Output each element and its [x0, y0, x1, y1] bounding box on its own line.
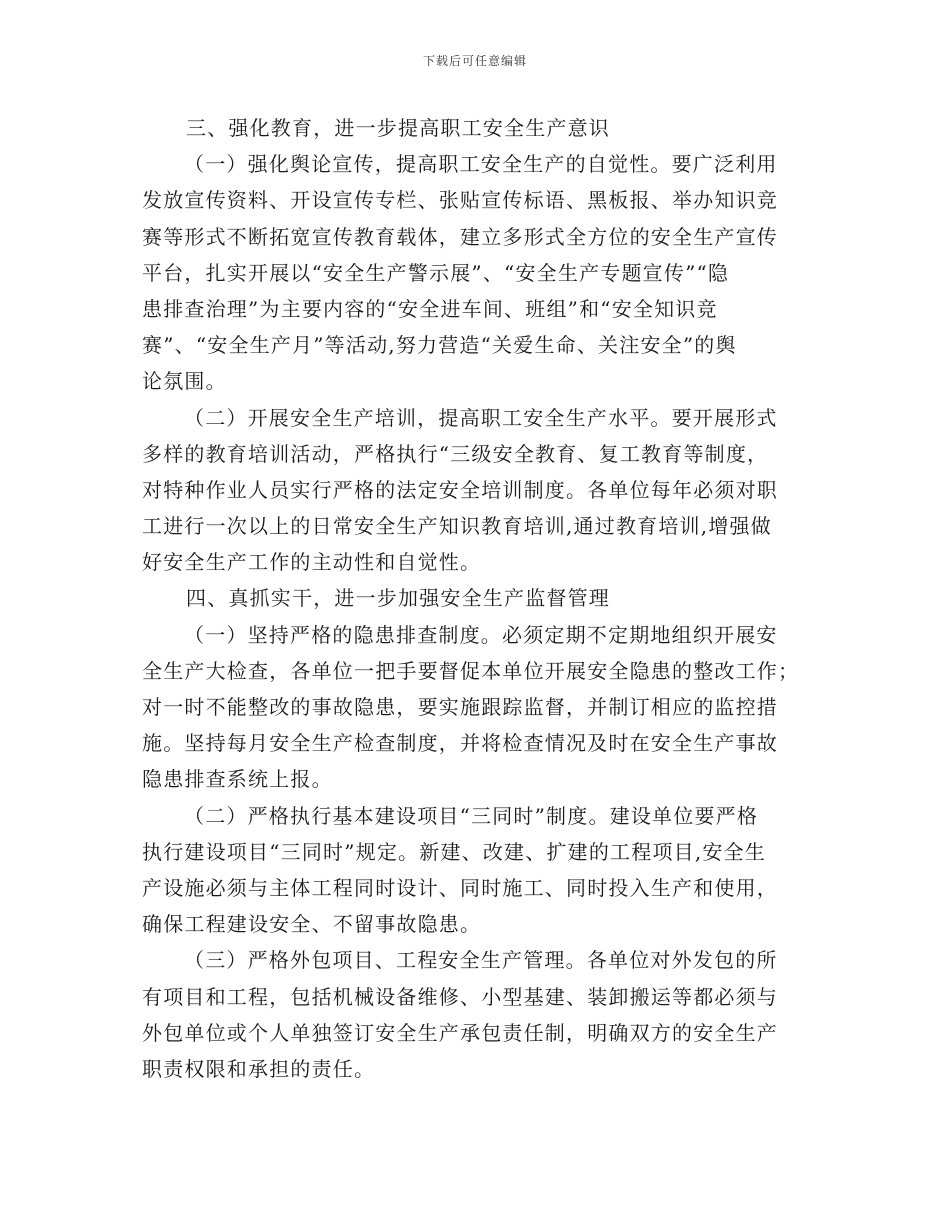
- text-line: 论氛围。: [142, 369, 227, 394]
- text-line: 职责权限和承担的责任。: [142, 1056, 376, 1081]
- text-line: 赛”、“安全生产月”等活动,努力营造“关爱生命、关注安全”的舆: [142, 333, 737, 358]
- text-line: 患排查治理”为主要内容的“安全进车间、班组”和“安全知识竞: [142, 296, 718, 321]
- text-line: 有项目和工程，包括机械设备维修、小型基建、装卸搬运等都必须与: [142, 984, 778, 1009]
- text-line: 产设施必须与主体工程同时设计、同时施工、同时投入生产和使用，: [142, 875, 778, 900]
- text-line: （一）强化舆论宣传，提高职工安全生产的自觉性。要广泛利用: [184, 152, 778, 177]
- text-line: 确保工程建设安全、不留事故隐患。: [142, 912, 482, 937]
- text-line: 对特种作业人员实行严格的法定安全培训制度。各单位每年必须对职: [142, 477, 778, 502]
- text-line: 执行建设项目“三同时”规定。新建、改建、扩建的工程项目,安全生: [142, 839, 767, 864]
- text-line: 隐患排查系统上报。: [142, 767, 333, 792]
- text-line: 好安全生产工作的主动性和自觉性。: [142, 550, 482, 575]
- page-header: 下载后可任意编辑: [422, 54, 527, 68]
- section-heading: 三、强化教育，进一步提高职工安全生产意识: [186, 116, 610, 140]
- text-line: 外包单位或个人单独签订安全生产承包责任制，明确双方的安全生产: [142, 1020, 778, 1045]
- text-line: （二）严格执行基本建设项目“三同时”制度。建设单位要严格: [184, 803, 759, 828]
- text-line: （二）开展安全生产培训，提高职工安全生产水平。要开展形式: [184, 405, 778, 430]
- text-line: 施。坚持每月安全生产检查制度，并将检查情况及时在安全生产事故: [142, 731, 778, 756]
- text-line: 多样的教育培训活动，严格执行“三级安全教育、复工教育等制度，: [142, 441, 769, 466]
- text-line: 赛等形式不断拓宽宣传教育载体，建立多形式全方位的安全生产宣传: [142, 224, 778, 249]
- text-line: 发放宣传资料、开设宣传专栏、张贴宣传标语、黑板报、举办知识竞: [142, 188, 778, 213]
- text-line: 全生产大检查，各单位一把手要督促本单位开展安全隐患的整改工作；: [142, 658, 800, 683]
- document-body: [142, 110, 808, 1087]
- text-line: （一）坚持严格的隐患排查制度。必须定期不定期地组织开展安: [184, 622, 778, 647]
- text-line: 工进行一次以上的日常安全生产知识教育培训,通过教育培训,增强做: [142, 514, 772, 539]
- text-line: 对一时不能整改的事故隐患，要实施跟踪监督，并制订相应的监控措: [142, 695, 778, 719]
- text-line: 平台，扎实开展以“安全生产警示展”、“安全生产专题宣传”“隐: [142, 260, 730, 285]
- text-line: （三）严格外包项目、工程安全生产管理。各单位对外发包的所: [184, 948, 778, 973]
- section-heading: 四、真抓实干，进一步加强安全生产监督管理: [186, 586, 610, 611]
